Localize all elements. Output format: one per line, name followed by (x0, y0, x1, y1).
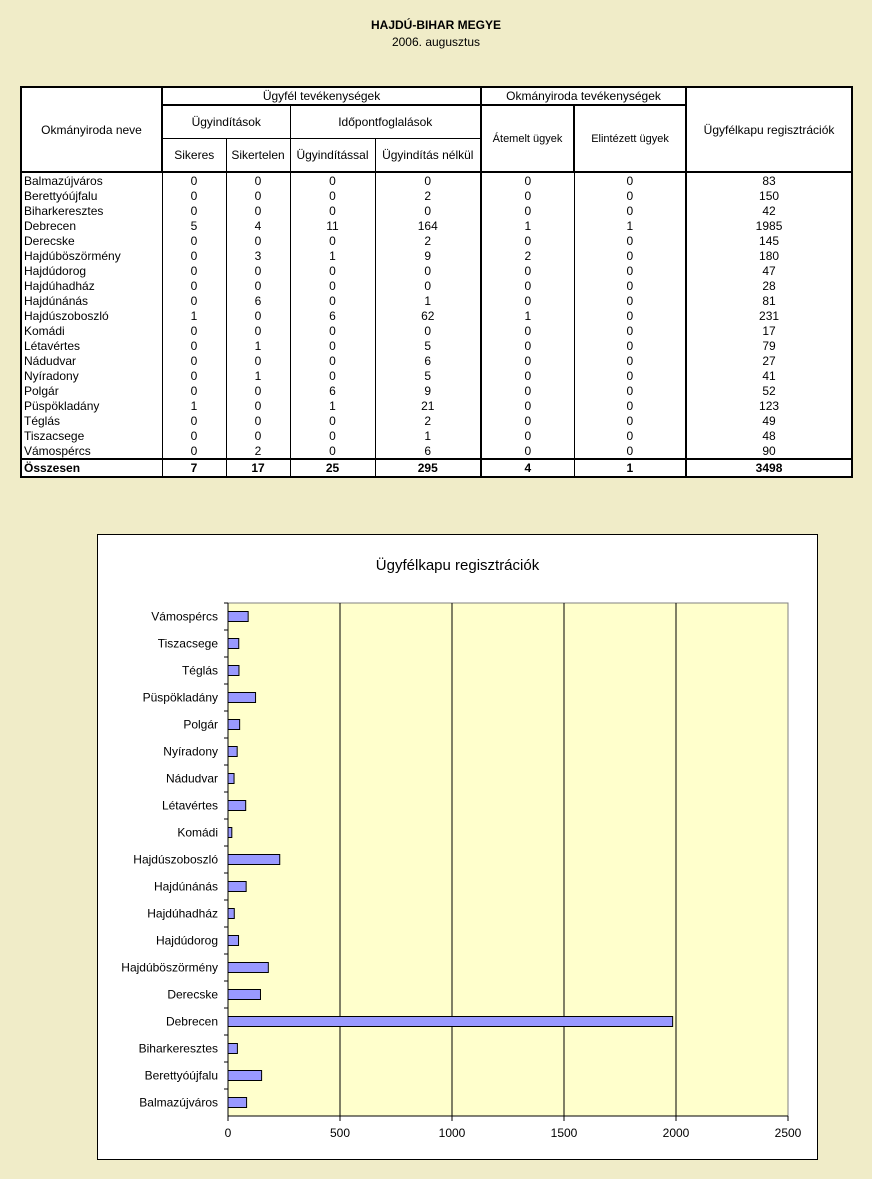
total-label: Összesen (21, 459, 162, 477)
office-name-cell: Nádudvar (21, 353, 162, 368)
value-cell: 28 (686, 278, 852, 293)
value-cell: 0 (290, 443, 375, 459)
category-label: Hajdúböszörmény (121, 960, 218, 975)
value-cell: 0 (375, 203, 481, 218)
office-name-cell: Berettyóújfalu (21, 188, 162, 203)
category-label: Hajdúnánás (153, 879, 218, 894)
category-label: Vámospércs (151, 609, 218, 624)
value-cell: 0 (226, 308, 290, 323)
category-label: Berettyóújfalu (144, 1068, 218, 1083)
value-cell: 0 (481, 188, 574, 203)
table-row (21, 383, 852, 398)
value-cell: 0 (375, 263, 481, 278)
header-transferred-cases: Átemelt ügyek (481, 105, 574, 172)
value-cell: 0 (574, 443, 686, 459)
office-name-cell: Hajdúdorog (21, 263, 162, 278)
value-cell: 0 (162, 172, 226, 188)
table-row (21, 278, 852, 293)
office-name-cell: Hajdúhadház (21, 278, 162, 293)
value-cell: 41 (686, 368, 852, 383)
value-cell: 49 (686, 413, 852, 428)
value-cell: 0 (162, 278, 226, 293)
x-tick-label: 2500 (774, 1126, 802, 1140)
header-with-case-start: Ügyindítással (290, 139, 375, 173)
table-row (21, 338, 852, 353)
value-cell: 0 (226, 413, 290, 428)
bar (228, 693, 256, 703)
value-cell: 5 (375, 368, 481, 383)
table-row (21, 308, 852, 323)
value-cell: 1 (290, 398, 375, 413)
table-row (21, 263, 852, 278)
value-cell: 0 (290, 413, 375, 428)
value-cell: 0 (162, 413, 226, 428)
header-settled-cases: Elintézett ügyek (574, 105, 686, 172)
value-cell: 0 (574, 233, 686, 248)
value-cell: 17 (686, 323, 852, 338)
bar (228, 990, 260, 1000)
value-cell: 0 (226, 398, 290, 413)
value-cell: 0 (162, 338, 226, 353)
statistics-table (20, 86, 853, 478)
value-cell: 21 (375, 398, 481, 413)
value-cell: 145 (686, 233, 852, 248)
category-label: Hajdúdorog (155, 933, 218, 948)
value-cell: 0 (226, 278, 290, 293)
value-cell: 0 (574, 398, 686, 413)
x-tick-label: 1000 (438, 1126, 466, 1140)
value-cell: 6 (375, 443, 481, 459)
header-client-activities: Ügyfél tevékenységek (162, 87, 481, 105)
value-cell: 90 (686, 443, 852, 459)
bar (228, 612, 248, 622)
value-cell: 0 (162, 203, 226, 218)
category-label: Nádudvar (165, 771, 218, 786)
value-cell: 0 (290, 293, 375, 308)
value-cell: 0 (481, 172, 574, 188)
bar (228, 666, 239, 676)
bar (228, 801, 246, 811)
value-cell: 0 (226, 263, 290, 278)
value-cell: 2 (226, 443, 290, 459)
table-row (21, 218, 852, 233)
category-label: Létavértes (161, 798, 218, 813)
value-cell: 0 (481, 233, 574, 248)
value-cell: 1 (375, 293, 481, 308)
category-label: Polgár (183, 717, 218, 732)
value-cell: 0 (574, 263, 686, 278)
value-cell: 0 (290, 323, 375, 338)
value-cell: 6 (375, 353, 481, 368)
value-cell: 0 (481, 278, 574, 293)
value-cell: 42 (686, 203, 852, 218)
value-cell: 0 (574, 293, 686, 308)
value-cell: 150 (686, 188, 852, 203)
bar (228, 882, 246, 892)
bar (228, 963, 268, 973)
value-cell: 0 (574, 308, 686, 323)
total-cell: 17 (226, 459, 290, 477)
value-cell: 0 (290, 172, 375, 188)
value-cell: 6 (290, 308, 375, 323)
office-name-cell: Létavértes (21, 338, 162, 353)
total-cell: 7 (162, 459, 226, 477)
x-tick-label: 0 (224, 1126, 232, 1140)
value-cell: 1 (226, 368, 290, 383)
header-case-starts: Ügyindítások (162, 105, 290, 139)
value-cell: 2 (375, 413, 481, 428)
office-name-cell: Tiszacsege (21, 428, 162, 443)
value-cell: 0 (481, 323, 574, 338)
office-name-cell: Téglás (21, 413, 162, 428)
value-cell: 0 (574, 353, 686, 368)
value-cell: 0 (481, 368, 574, 383)
value-cell: 0 (574, 188, 686, 203)
total-cell: 3498 (686, 459, 852, 477)
value-cell: 9 (375, 383, 481, 398)
value-cell: 2 (481, 248, 574, 263)
value-cell: 0 (162, 443, 226, 459)
value-cell: 0 (375, 323, 481, 338)
x-tick-label: 500 (329, 1126, 351, 1140)
value-cell: 0 (574, 172, 686, 188)
value-cell: 0 (162, 248, 226, 263)
value-cell: 0 (574, 323, 686, 338)
value-cell: 0 (375, 172, 481, 188)
value-cell: 0 (290, 233, 375, 248)
value-cell: 0 (481, 353, 574, 368)
category-label: Debrecen (165, 1014, 218, 1029)
bar (228, 720, 240, 730)
category-label: Balmazújváros (139, 1095, 218, 1110)
category-label: Biharkeresztes (138, 1041, 218, 1056)
value-cell: 1 (481, 218, 574, 233)
table-row (21, 188, 852, 203)
value-cell: 1 (162, 308, 226, 323)
header-office-name: Okmányiroda neve (21, 87, 162, 172)
category-label: Hajdúszoboszló (133, 852, 218, 867)
office-name-cell: Hajdúböszörmény (21, 248, 162, 263)
value-cell: 1 (481, 308, 574, 323)
value-cell: 0 (226, 428, 290, 443)
value-cell: 0 (226, 383, 290, 398)
value-cell: 0 (481, 293, 574, 308)
header-client-gate-registrations: Ügyfélkapu regisztrációk (686, 87, 852, 172)
registrations-chart (97, 534, 818, 1160)
value-cell: 4 (226, 218, 290, 233)
value-cell: 1 (574, 218, 686, 233)
value-cell: 6 (290, 383, 375, 398)
value-cell: 0 (162, 353, 226, 368)
value-cell: 0 (574, 383, 686, 398)
report-title: HAJDÚ-BIHAR MEGYE (370, 18, 501, 32)
value-cell: 0 (574, 248, 686, 263)
value-cell: 48 (686, 428, 852, 443)
value-cell: 0 (162, 428, 226, 443)
value-cell: 9 (375, 248, 481, 263)
bar (228, 828, 232, 838)
office-name-cell: Balmazújváros (21, 172, 162, 188)
value-cell: 0 (290, 368, 375, 383)
value-cell: 79 (686, 338, 852, 353)
value-cell: 0 (162, 233, 226, 248)
value-cell: 1 (162, 398, 226, 413)
value-cell: 0 (574, 428, 686, 443)
bar (228, 747, 237, 757)
office-name-cell: Hajdúszoboszló (21, 308, 162, 323)
value-cell: 0 (481, 428, 574, 443)
value-cell: 0 (162, 383, 226, 398)
value-cell: 52 (686, 383, 852, 398)
table-row (21, 248, 852, 263)
bar (228, 1044, 237, 1054)
value-cell: 0 (574, 203, 686, 218)
bar (228, 1098, 247, 1108)
office-name-cell: Polgár (21, 383, 162, 398)
value-cell: 6 (226, 293, 290, 308)
value-cell: 83 (686, 172, 852, 188)
total-row (21, 459, 852, 477)
value-cell: 0 (162, 368, 226, 383)
bar (228, 1071, 262, 1081)
office-name-cell: Derecske (21, 233, 162, 248)
total-cell: 1 (574, 459, 686, 477)
category-label: Tiszacsege (157, 636, 218, 651)
header-unsuccessful: Sikertelen (226, 139, 290, 173)
value-cell: 0 (226, 172, 290, 188)
value-cell: 3 (226, 248, 290, 263)
value-cell: 11 (290, 218, 375, 233)
value-cell: 47 (686, 263, 852, 278)
value-cell: 0 (290, 353, 375, 368)
value-cell: 0 (226, 233, 290, 248)
value-cell: 123 (686, 398, 852, 413)
value-cell: 0 (574, 338, 686, 353)
value-cell: 2 (375, 188, 481, 203)
value-cell: 0 (481, 383, 574, 398)
category-label: Komádi (177, 825, 218, 840)
value-cell: 27 (686, 353, 852, 368)
value-cell: 0 (290, 428, 375, 443)
value-cell: 180 (686, 248, 852, 263)
bar (228, 855, 280, 865)
table-row (21, 323, 852, 338)
total-cell: 4 (481, 459, 574, 477)
report-header (0, 18, 872, 49)
value-cell: 0 (226, 188, 290, 203)
office-name-cell: Vámospércs (21, 443, 162, 459)
value-cell: 0 (375, 278, 481, 293)
x-tick-label: 2000 (662, 1126, 690, 1140)
plot-area (228, 603, 788, 1116)
category-label: Nyíradony (163, 744, 218, 759)
total-cell: 25 (290, 459, 375, 477)
table-row (21, 203, 852, 218)
table-row (21, 398, 852, 413)
office-name-cell: Komádi (21, 323, 162, 338)
bar (228, 774, 234, 784)
bar (228, 936, 239, 946)
value-cell: 0 (481, 338, 574, 353)
value-cell: 0 (162, 293, 226, 308)
value-cell: 0 (162, 188, 226, 203)
value-cell: 0 (574, 368, 686, 383)
header-without-case-start: Ügyindítás nélkül (375, 139, 481, 173)
value-cell: 0 (290, 263, 375, 278)
value-cell: 0 (481, 443, 574, 459)
bar (228, 639, 239, 649)
value-cell: 0 (290, 338, 375, 353)
value-cell: 0 (226, 323, 290, 338)
chart-title: Ügyfélkapu regisztrációk (375, 557, 540, 574)
value-cell: 0 (290, 188, 375, 203)
value-cell: 164 (375, 218, 481, 233)
value-cell: 0 (481, 263, 574, 278)
category-label: Derecske (167, 987, 218, 1002)
category-label: Téglás (181, 663, 218, 678)
total-cell: 295 (375, 459, 481, 477)
report-date: 2006. augusztus (391, 35, 481, 49)
office-name-cell: Püspökladány (21, 398, 162, 413)
value-cell: 0 (290, 203, 375, 218)
value-cell: 0 (162, 263, 226, 278)
value-cell: 62 (375, 308, 481, 323)
value-cell: 5 (162, 218, 226, 233)
value-cell: 1 (375, 428, 481, 443)
table-row (21, 368, 852, 383)
value-cell: 0 (162, 323, 226, 338)
value-cell: 0 (574, 413, 686, 428)
value-cell: 0 (481, 413, 574, 428)
value-cell: 81 (686, 293, 852, 308)
category-label: Püspökladány (142, 690, 218, 705)
table-row (21, 233, 852, 248)
table-row (21, 172, 852, 188)
table-row (21, 443, 852, 459)
value-cell: 1 (226, 338, 290, 353)
office-name-cell: Biharkeresztes (21, 203, 162, 218)
value-cell: 0 (226, 353, 290, 368)
bar (228, 1017, 673, 1027)
table-row (21, 293, 852, 308)
header-appointments: Időpontfoglalások (290, 105, 481, 139)
category-label: Hajdúhadház (147, 906, 218, 921)
chart-canvas (98, 535, 817, 1159)
table-row (21, 428, 852, 443)
header-successful: Sikeres (162, 139, 226, 173)
value-cell: 1985 (686, 218, 852, 233)
bar (228, 909, 234, 919)
header-office-activities: Okmányiroda tevékenységek (481, 87, 686, 105)
office-name-cell: Debrecen (21, 218, 162, 233)
value-cell: 0 (481, 398, 574, 413)
x-tick-label: 1500 (550, 1126, 578, 1140)
table-row (21, 413, 852, 428)
value-cell: 0 (226, 203, 290, 218)
value-cell: 0 (481, 203, 574, 218)
value-cell: 0 (574, 278, 686, 293)
value-cell: 0 (290, 278, 375, 293)
table-row (21, 353, 852, 368)
office-name-cell: Hajdúnánás (21, 293, 162, 308)
value-cell: 2 (375, 233, 481, 248)
value-cell: 231 (686, 308, 852, 323)
value-cell: 1 (290, 248, 375, 263)
value-cell: 5 (375, 338, 481, 353)
office-name-cell: Nyíradony (21, 368, 162, 383)
